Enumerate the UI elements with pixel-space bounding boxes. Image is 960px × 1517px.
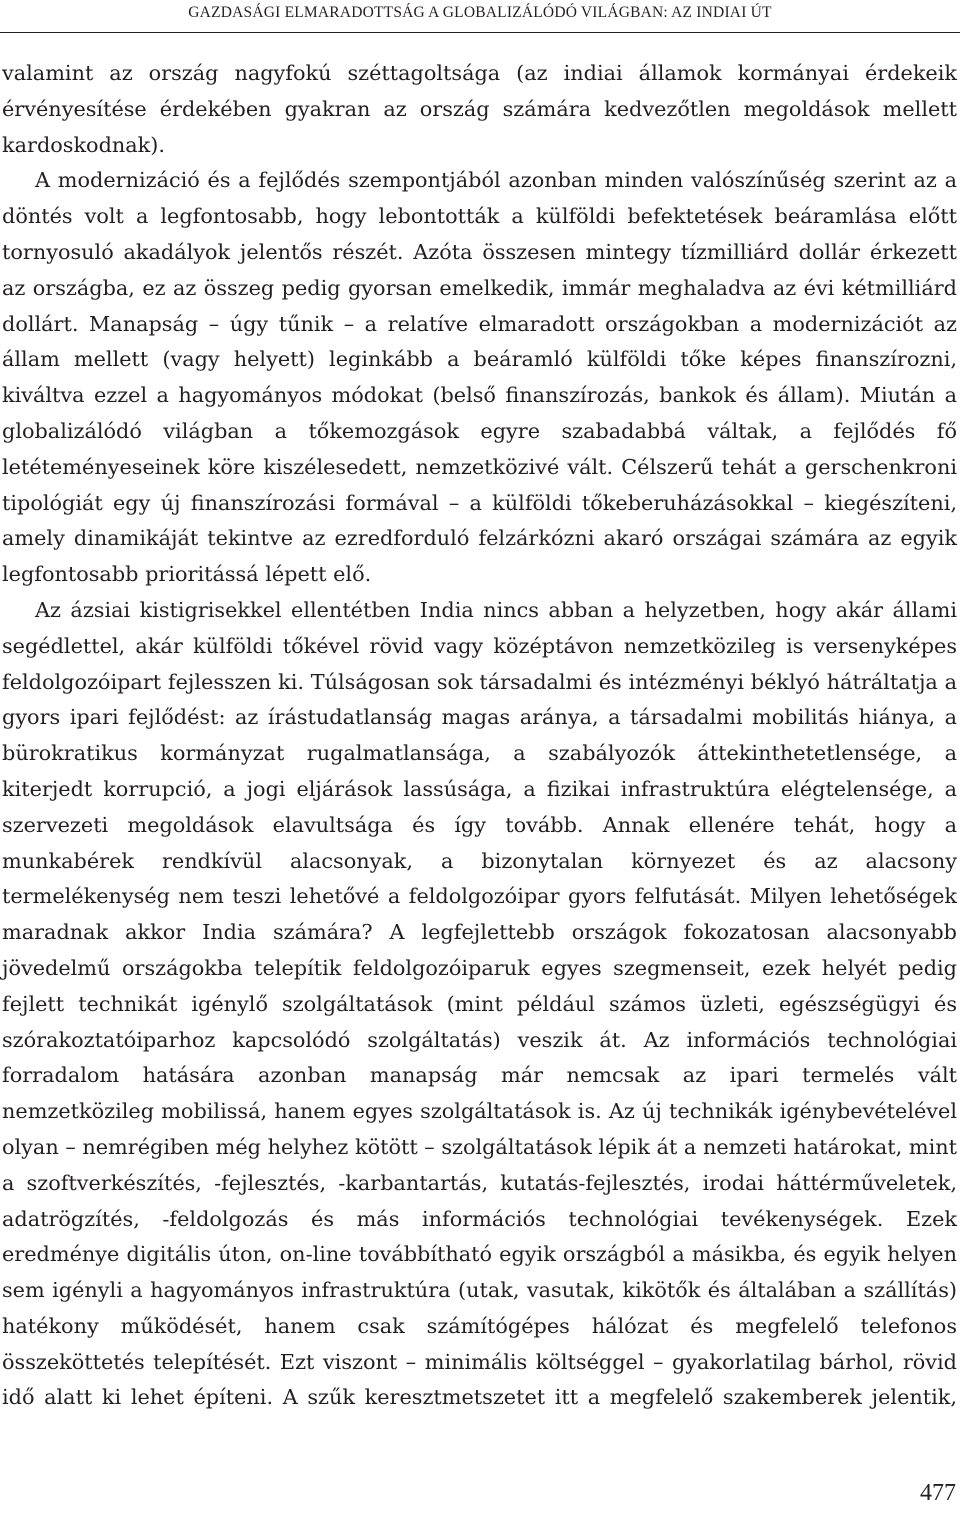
running-header: GAZDASÁGI ELMARADOTTSÁG A GLOBALIZÁLÓDÓ VILÁGBAN: AZ INDIAI ÚT: [188, 4, 772, 21]
paragraph-modernization: A modernizáció és a fejlődés szempontjából azonban minden valószínűség szerint az a döntés volt a legfontosabb, hogy lebontották a külföldi befektetések beáramlása előtt tornyosuló akadályok jelentős részét. Azóta összesen mintegy tízmilliárd dollár érkezett az országba, ez az összeg pedig gyorsan emelkedik, immár meghaladva az évi kétmilliárd dollárt. Manapság – úgy tűnik – a relatíve elmaradott országokban a modernizációt az állam mellett (vagy helyett) leginkább a beáramló külföldi tőke képes finanszírozni, kiváltva ezzel a hagyományos módokat (belső finanszírozás, bankok és állam). Miután a globalizálódó világban a tőkemozgások egyre szabadabbá váltak, a fejlődés fő letéteményeseinek köre kiszélesedett, nemzetközivé vált. Célszerű tehát a gerschenkroni tipológiát egy új finanszírozási formával – a külföldi tőkeberuházásokkal – kiegészíteni, amely dinamikáját tekintve az ezredforduló felzárkózni akaró országai számára az egyik legfontosabb prioritássá lépett elő.: [2, 168, 957, 587]
paragraph-continuation: valamint az ország nagyfokú széttagoltsága (az indiai államok kormányai érdekeik érvényesítése érdekében gyakran az ország számára kedvezőtlen megoldások mellett kardoskodnak).: [2, 61, 957, 157]
body-text: [2, 56, 957, 1416]
page-number: 477: [920, 1480, 956, 1506]
header-rule: [0, 32, 960, 33]
paragraph-asian-tigers: Az ázsiai kistigrisekkel ellentétben India nincs abban a helyzetben, hogy akár állami segédlettel, akár külföldi tőkével rövid vagy középtávon nemzetközileg is versenyképes feldolgozóipart fejlesszen ki. Túlságosan sok társadalmi és intézményi béklyó hátráltatja a gyors ipari fejlődést: az írástudatlanság magas aránya, a társadalmi mobilitás hiánya, a bürokratikus kormányzat rugalmatlansága, a szabályozók áttekinthetetlensége, a kiterjedt korrupció, a jogi eljárások lassúsága, a fizikai infrastruktúra elégtelensége, a szervezeti megoldások elavultsága és így tovább. Annak ellenére tehát, hogy a munkabérek rendkívül alacsonyak, a bizonytalan környezet és az alacsony termelékenység nem teszi lehetővé a feldolgozóipar gyors felfutását. Milyen lehetőségek maradnak akkor India számára? A legfejlettebb országok fokozatosan alacsonyabb jövedelmű országokba telepítik feldolgozóiparuk egyes szegmenseit, ezek helyét pedig fejlett technikát igénylő szolgáltatások (mint például számos üzleti, egészségügyi és szórakoztatóiparhoz kapcsolódó szolgáltatás) veszik át. Az információs technológiai forradalom hatására azonban manapság már nemcsak az ipari termelés vált nemzetközileg mobilissá, hanem egyes szolgáltatások is. Az új technikák igénybevételével olyan – nemrégiben még helyhez kötött – szolgáltatások lépik át a nemzeti határokat, mint a szoftverkészítés, -fejlesztés, -karbantartás, kutatás-fejlesztés, irodai háttérműveletek, adatrögzítés, -feldolgozás és más információs technológiai tevékenységek. Ezek eredménye digitális úton, on-line továbbítható egyik országból a másikba, és egyik helyen sem igényli a hagyományos infrastruktúra (utak, vasutak, kikötők és általában a szállítás) hatékony működését, hanem csak számítógépes hálózat és megfelelő telefonos összeköttetés telepítését. Ezt viszont – minimális költséggel – gyakorlatilag bárhol, rövid idő alatt ki lehet építeni. A szűk keresztmetszetet itt a megfelelő szakemberek jelentik,: [2, 597, 957, 1410]
